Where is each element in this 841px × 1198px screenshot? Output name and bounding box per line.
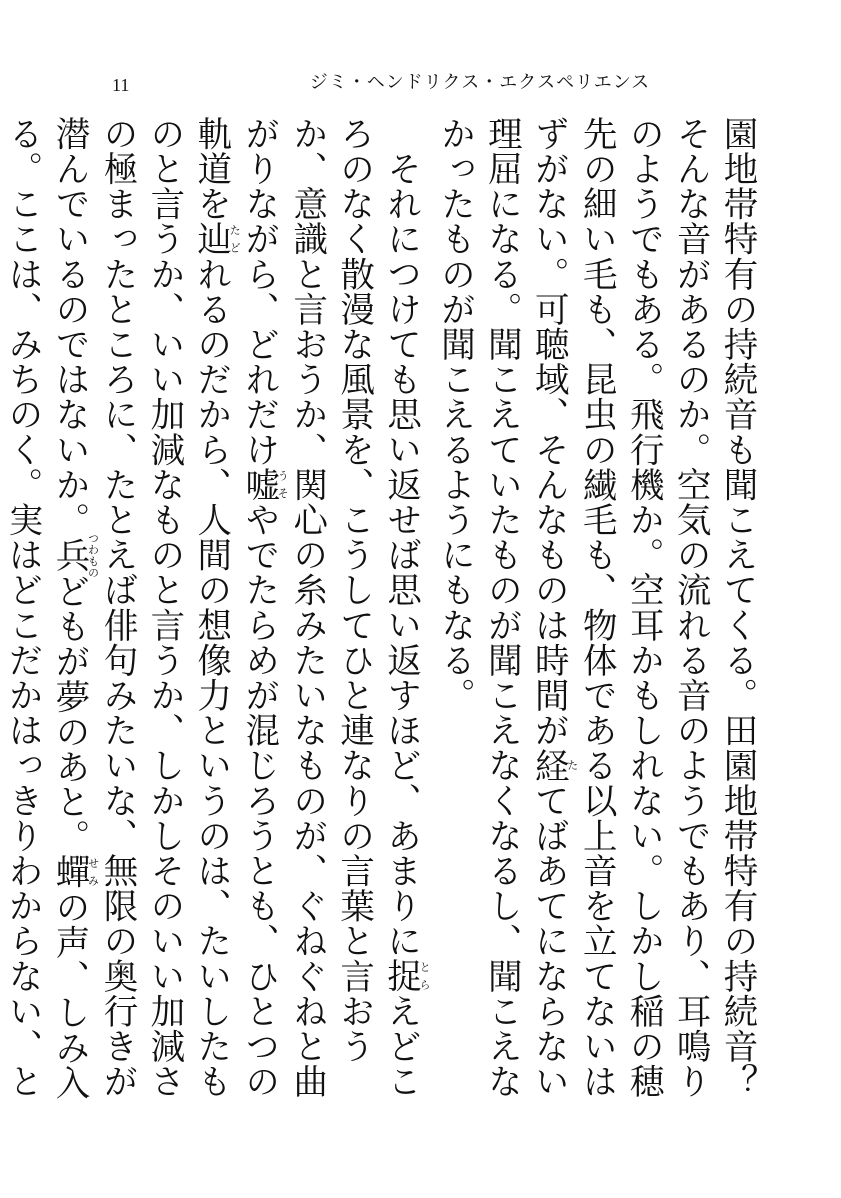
paragraph-1 <box>431 116 760 1134</box>
running-title: ジミ・ヘンドリクス・エクスペリエンス <box>309 72 651 93</box>
ruby-text: たど <box>228 221 242 257</box>
ruby-text: た <box>565 747 579 783</box>
ruby-annotation <box>238 467 290 503</box>
text-segment: どもが夢のあと。 <box>48 573 89 855</box>
ruby-annotation <box>380 957 432 993</box>
text-segment: それにつけても思い返せば思い返すほど、あまりに <box>380 150 421 958</box>
ruby-base: 兵 <box>48 532 89 579</box>
text-segment: 園地帯特有の持続音も聞こえてくる。田園地帯特有の持続音？ そんな音があるのか。空気の流れる音のようでもあり、耳鳴りのようでもある。飛行機か。空耳かもしれない。しかし稲の穂先の細い毛も、昆虫の繊毛も、物体である以上音を立てないはずがない。可聴域、そんなものは時間が <box>528 116 757 1134</box>
text-segment: やでたらめが混じろうとも、ひとつの軌道を <box>190 116 279 1099</box>
text-segment: てばあてにならない理屈になる。聞こえていたものが聞こえなくなるし、聞こえなかったものが聞こえるようにもなる。 <box>434 116 569 1099</box>
paragraph-2 <box>0 116 431 1116</box>
text-segment: れるのだから、人間の想像力というのは、たいしたものと言うか、いい加減なものと言うか、しかしそのいい加減さの極まったところに、たとえば俳句みたいな、無限の奥行きが潜んでいるのではないか。 <box>48 116 231 1099</box>
ruby-text: つわもの <box>86 532 100 579</box>
ruby-text: とら <box>418 957 432 993</box>
ruby-text: うそ <box>276 467 290 503</box>
ruby-base: 捉 <box>380 957 421 993</box>
ruby-base: 蟬 <box>48 854 89 890</box>
ruby-annotation <box>48 854 100 890</box>
text-segment: えどころのなく散漫な風景を、こうしてひと連なりの言葉と言おうか、意識と言おうか、関心の糸みたいなものが、ぐねぐねと曲がりながら、どれだけ <box>238 116 421 1099</box>
ruby-annotation <box>190 221 242 257</box>
ruby-base: 経 <box>528 747 569 783</box>
ruby-annotation <box>528 747 579 783</box>
ruby-base: 嘘 <box>238 467 279 503</box>
ruby-annotation <box>48 532 100 579</box>
ruby-text: せみ <box>86 854 100 890</box>
text-segment: の声、しみ入る。ここは、みちのく。実はどこだかはっきりわからない、と <box>2 116 89 1101</box>
body-text <box>2 116 760 1134</box>
page-number: 11 <box>112 75 130 95</box>
ruby-base: 辿 <box>190 221 231 257</box>
